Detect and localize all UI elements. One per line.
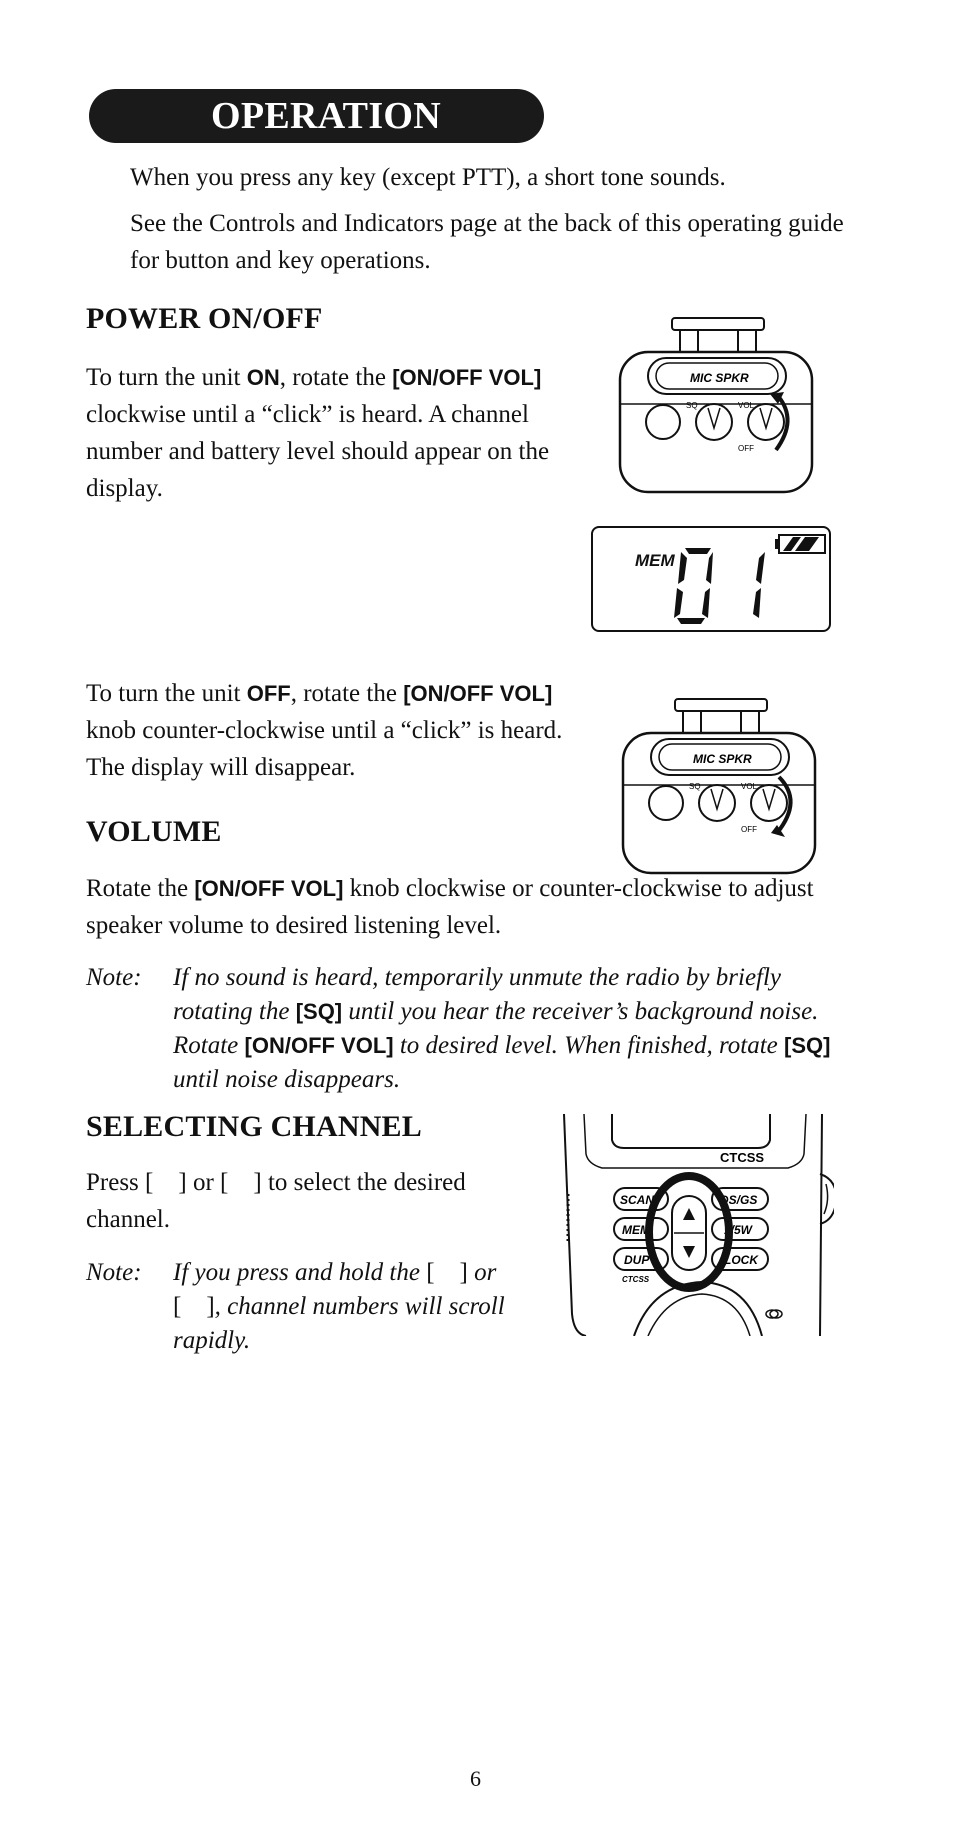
text: or — [474, 1259, 497, 1286]
key-sq: [SQ] — [295, 999, 343, 1024]
intro-line-1: When you press any key (except PTT), a short tone sounds. — [130, 164, 726, 191]
volume-heading: VOLUME — [86, 815, 222, 848]
note-label: Note: — [86, 1259, 142, 1286]
selecting-channel-note — [173, 1256, 533, 1358]
down-key-placeholder-icon: [ ] — [173, 1293, 215, 1320]
text: Rotate the — [86, 875, 195, 902]
radio-top-illustration — [621, 697, 821, 875]
mic-spkr-label: MIC SPKR — [693, 752, 752, 766]
gs-label: DS/GS — [720, 1193, 758, 1207]
text: , rotate the — [279, 364, 393, 391]
antenna-jack — [646, 405, 680, 439]
volume-note — [173, 961, 853, 1097]
state-off: OFF — [246, 681, 291, 706]
sq-label: SQ — [689, 782, 701, 791]
intro-line-2: See the Controls and Indicators page at the back of this operating guide for button and key operations. — [130, 210, 844, 274]
text: To turn the unit — [86, 680, 247, 707]
page-number: 6 — [470, 1766, 481, 1791]
key-sq: [SQ] — [784, 1033, 831, 1058]
mic-spkr-label: MIC SPKR — [690, 371, 749, 385]
squelch-knob — [699, 785, 735, 821]
text: until noise disappears. — [173, 1066, 401, 1093]
power-on-paragraph — [86, 359, 576, 507]
vol-label: VOL — [738, 401, 755, 410]
sq-label: SQ — [686, 401, 698, 410]
text: If you press and hold the — [173, 1259, 420, 1286]
lcd-display — [591, 526, 831, 632]
power-heading: POWER ON/OFF — [86, 302, 323, 335]
text: , rotate the — [290, 680, 404, 707]
state-on: ON — [246, 365, 280, 390]
power-off-paragraph — [86, 675, 576, 786]
battery-icon — [775, 533, 827, 555]
off-label: OFF — [738, 444, 754, 453]
section-title: OPERATION — [211, 95, 442, 137]
selecting-channel-heading: SELECTING CHANNEL — [86, 1110, 422, 1143]
text: to select the desired channel. — [86, 1169, 466, 1233]
text: knob clockwise or counter-clockwise to adjust speaker volume to desired listening level. — [86, 875, 814, 939]
text: knob counter-clockwise until a “click” is heard. The display will disappear. — [86, 717, 563, 781]
text: to desired level. When finished, rotate — [393, 1032, 785, 1059]
selecting-channel-paragraph — [86, 1164, 536, 1238]
lock-label: LOCK — [724, 1253, 758, 1267]
ctcss-small-label: CTCSS — [622, 1275, 650, 1284]
w-label: 1/5W — [724, 1223, 753, 1237]
text: Press — [86, 1169, 139, 1196]
text: clockwise until a “click” is heard. A channel number and battery level should appear on the display. — [86, 401, 550, 502]
dup-label: DUP — [624, 1253, 650, 1267]
off-label: OFF — [741, 825, 757, 834]
key-on-off-vol: [ON/OFF VOL] — [194, 876, 344, 901]
text: To turn the unit — [86, 364, 247, 391]
radio-top-illustration — [618, 316, 818, 494]
antenna-jack — [649, 786, 683, 820]
key-on-off-vol: [ON/OFF VOL] — [403, 681, 553, 706]
down-key-placeholder-icon: [ ] — [220, 1169, 262, 1196]
mem-key-label: MEM — [622, 1223, 650, 1237]
up-key-placeholder-icon: [ ] — [145, 1169, 187, 1196]
channel-digits — [673, 544, 783, 624]
mem-label: MEM — [635, 551, 675, 570]
keypad-illustration — [562, 1114, 834, 1336]
text: If no sound is heard, temporarily unmute the radio by briefly rotating the — [173, 964, 782, 1025]
text: , channel numbers will scroll rapidly. — [173, 1293, 505, 1354]
ctcss-top-label: CTCSS — [720, 1150, 765, 1165]
squelch-knob — [696, 404, 732, 440]
text: until you hear the receiver’s background noise. Rotate — [173, 998, 819, 1059]
key-on-off-vol: [ON/OFF VOL] — [392, 365, 542, 390]
key-on-off-vol: [ON/OFF VOL] — [244, 1033, 394, 1058]
volume-paragraph — [86, 870, 886, 944]
section-banner — [89, 89, 544, 143]
note-label: Note: — [86, 964, 142, 991]
vol-label: VOL — [741, 782, 758, 791]
up-key-placeholder-icon: [ ] — [426, 1259, 468, 1286]
text: or — [192, 1169, 214, 1196]
scan-label: SCAN — [620, 1193, 655, 1207]
